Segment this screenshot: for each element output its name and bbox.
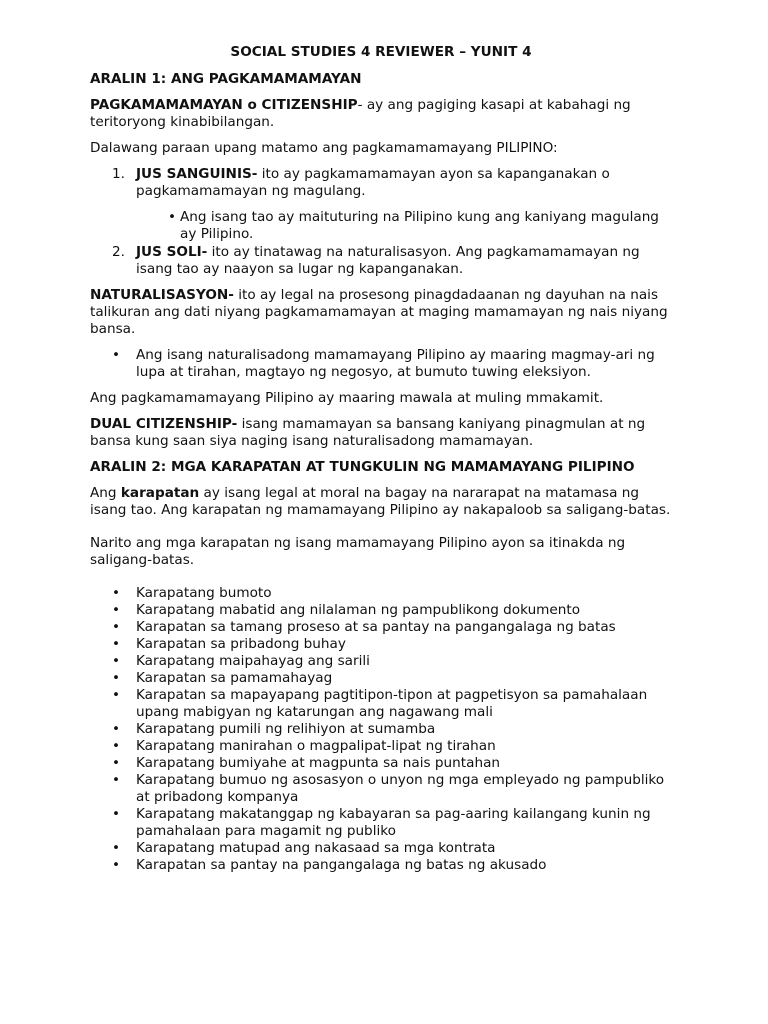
bullet-icon: •: [112, 347, 121, 363]
list-item: [90, 244, 672, 278]
list-item: [90, 721, 672, 738]
right-text: Karapatan sa pantay na pangangalaga ng batas ng akusado: [136, 857, 547, 873]
list-item: [90, 585, 672, 602]
naturalisasyon-definition: ito ay legal na prosesong pinagdadaanan ng dayuhan na nais talikuran ang dati niyang pagkamamamayan at maging mamamayan ng nais niyang bansa.: [90, 287, 668, 337]
bullet-icon: •: [112, 738, 121, 754]
dual-citizenship-term: DUAL CITIZENSHIP-: [90, 416, 238, 432]
citizenship-definition: - ay ang pagiging kasapi at kabahagi ng teritoryong kinabibilangan.: [90, 97, 631, 130]
dual-citizenship-definition: isang mamamayan sa bansang kaniyang pinagmulan at ng bansa kung saan siya naging isang naturalisadong mamamayan.: [90, 416, 646, 449]
list-number: 2.: [112, 244, 125, 260]
right-text: Karapatang makatanggap ng kabayaran sa pag-aaring kailangang kunin ng pamahalaan para magamit ng publiko: [136, 806, 651, 839]
list-item: [90, 687, 672, 721]
right-text: Karapatang bumiyahe at magpunta sa nais puntahan: [136, 755, 501, 771]
document-title: SOCIAL STUDIES 4 REVIEWER – YUNIT 4: [230, 44, 532, 60]
ways-intro: Dalawang paraan upang matamo ang pagkamamamayang PILIPINO:: [90, 140, 558, 156]
right-text: Karapatang matupad ang nakasaad sa mga kontrata: [136, 840, 496, 856]
bullet-icon: •: [112, 772, 121, 788]
list-number: 1.: [112, 166, 125, 182]
karapatan-term: karapatan: [120, 485, 200, 501]
jus-soli-term: JUS SOLI-: [136, 244, 208, 260]
right-text: Karapatang bumoto: [136, 585, 272, 601]
jus-sanguinis-sublist: [90, 209, 672, 243]
naturalisasyon-paragraph: [90, 287, 672, 338]
bullet-icon: •: [168, 209, 177, 225]
list-item: [90, 636, 672, 653]
right-text: Karapatang pumili ng relihiyon at sumamba: [136, 721, 436, 737]
bullet-icon: •: [112, 806, 121, 822]
list-item: [90, 840, 672, 857]
right-text: Karapatan sa pribadong buhay: [136, 636, 346, 652]
bullet-icon: •: [112, 755, 121, 771]
bullet-icon: •: [112, 857, 121, 873]
bullet-icon: •: [112, 602, 121, 618]
list-item: [90, 602, 672, 619]
bullet-icon: •: [112, 670, 121, 686]
list-item: [90, 670, 672, 687]
right-text: Karapatan sa pamamahayag: [136, 670, 333, 686]
right-text: Karapatan sa mapayapang pagtitipon-tipon at pagpetisyon sa pamahalaan upang mabigyan ng katarungan ang nagawang mali: [136, 687, 648, 720]
karapatan-prefix: Ang: [90, 485, 121, 501]
list-item: [90, 738, 672, 755]
aralin2-heading: ARALIN 2: MGA KARAPATAN AT TUNGKULIN NG MAMAMAYANG PILIPINO: [90, 459, 635, 475]
jus-sanguinis-note: Ang isang tao ay maituturing na Pilipino kung ang kaniyang magulang ay Pilipino.: [180, 209, 659, 242]
bullet-icon: •: [112, 687, 121, 703]
lost-regain-paragraph: Ang pagkamamamayang Pilipino ay maaring mawala at muling mmakamit.: [90, 390, 604, 406]
list-item: [90, 166, 672, 200]
naturalisasyon-note: Ang isang naturalisadong mamamayang Pilipino ay maaring magmay-ari ng lupa at tirahan, magtayo ng negosyo, at bumuto tuwing eleksiyon.: [136, 347, 655, 380]
right-text: Karapatang mabatid ang nilalaman ng pampublikong dokumento: [136, 602, 581, 618]
jus-sanguinis-definition: ito ay pagkamamamayan ayon sa kapanganakan o pagkamamamayan ng magulang.: [136, 166, 610, 199]
bullet-icon: •: [112, 653, 121, 669]
dual-citizenship-paragraph: [90, 416, 672, 450]
list-item: [90, 347, 672, 381]
citizenship-ways-list-continued: [90, 244, 672, 278]
naturalisasyon-list: [90, 347, 672, 381]
rights-list: [90, 585, 672, 874]
karapatan-definition: ay isang legal at moral na bagay na nararapat na matamasa ng isang tao. Ang karapatan ng mamamayang Pilipino ay nakapaloob sa saligang-batas.: [90, 485, 671, 518]
jus-sanguinis-term: JUS SANGUINIS-: [136, 166, 258, 182]
karapatan-paragraph: [90, 485, 672, 519]
citizenship-term: PAGKAMAMAMAYAN o CITIZENSHIP: [90, 97, 358, 113]
bullet-icon: •: [112, 619, 121, 635]
bullet-icon: •: [112, 585, 121, 601]
list-item: [90, 857, 672, 874]
bullet-icon: •: [112, 721, 121, 737]
bullet-icon: •: [112, 636, 121, 652]
list-item: [90, 619, 672, 636]
right-text: Karapatan sa tamang proseso at sa pantay na pangangalaga ng batas: [136, 619, 616, 635]
list-item: [90, 755, 672, 772]
right-text: Karapatang bumuo ng asosasyon o unyon ng mga empleyado ng pampubliko at pribadong kompanya: [136, 772, 665, 805]
naturalisasyon-term: NATURALISASYON-: [90, 287, 234, 303]
right-text: Karapatang manirahan o magpalipat-lipat ng tirahan: [136, 738, 496, 754]
aralin1-heading: ARALIN 1: ANG PAGKAMAMAMAYAN: [90, 71, 362, 87]
right-text: Karapatang maipahayag ang sarili: [136, 653, 370, 669]
bullet-icon: •: [112, 840, 121, 856]
list-item: [90, 772, 672, 806]
list-item: [90, 209, 672, 243]
citizenship-paragraph: [90, 97, 672, 131]
rights-intro: Narito ang mga karapatan ng isang mamamayang Pilipino ayon sa itinakda ng saligang-batas.: [90, 535, 626, 568]
citizenship-ways-list: [90, 166, 672, 200]
list-item: [90, 653, 672, 670]
jus-soli-definition: ito ay tinatawag na naturalisasyon. Ang pagkamamamayan ng isang tao ay naayon sa lugar ng kapanganakan.: [136, 244, 640, 277]
list-item: [90, 806, 672, 840]
